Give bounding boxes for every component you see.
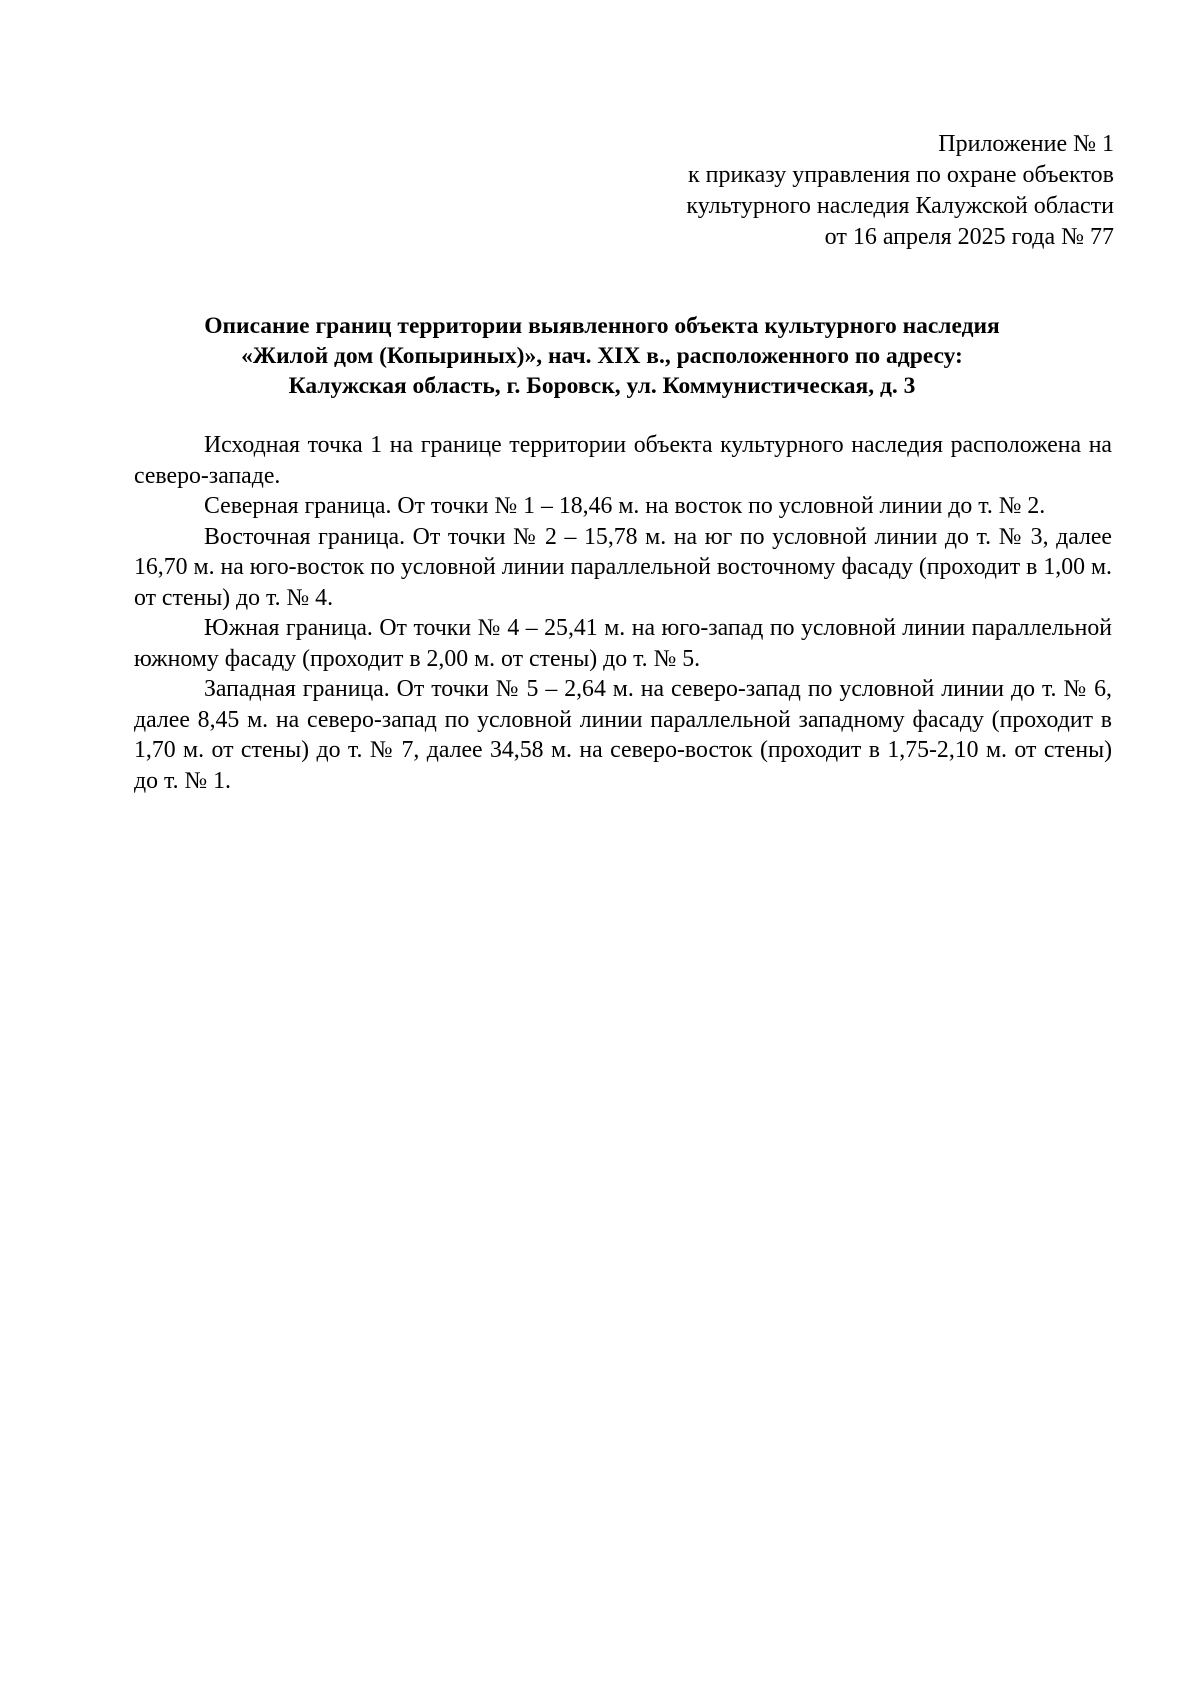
- title-line-1: Описание границ территории выявленного объекта культурного наследия: [204, 313, 1000, 339]
- title-line-2: «Жилой дом (Копыриных)», нач. XIX в., расположенного по адресу:: [241, 343, 963, 369]
- document-title: [122, 311, 1082, 401]
- document-body: [134, 430, 1112, 796]
- appendix-date-line: от 16 апреля 2025 года № 77: [824, 224, 1114, 250]
- paragraph-east-boundary: Восточная граница. От точки № 2 – 15,78 м. на юг по условной линии до т. № 3, далее 16,70 м. на юго-восток по условной линии параллельной восточному фасаду (проходит в 1,00 м. от стены) до т. № 4.: [134, 523, 1112, 611]
- title-line-3: Калужская область, г. Боровск, ул. Коммунистическая, д. 3: [288, 373, 916, 399]
- paragraph-start-point: Исходная точка 1 на границе территории объекта культурного наследия расположена на северо-западе.: [134, 432, 1112, 489]
- paragraph-west-boundary: Западная граница. От точки № 5 – 2,64 м. на северо-запад по условной линии до т. № 6, далее 8,45 м. на северо-запад по условной линии параллельной западному фасаду (проходит в 1,70 м. от стены) до т. № 7, далее 34,58 м. на северо-восток (проходит в 1,75-2,10 м. от стены) до т. № 1.: [134, 676, 1112, 794]
- appendix-header: [554, 129, 1114, 253]
- appendix-order-line: к приказу управления по охране объектов: [687, 162, 1114, 188]
- paragraph-south-boundary: Южная граница. От точки № 4 – 25,41 м. на юго-запад по условной линии параллельной южному фасаду (проходит в 2,00 м. от стены) до т. № 5.: [134, 615, 1112, 672]
- paragraph-north-boundary: Северная граница. От точки № 1 – 18,46 м. на восток по условной линии до т. № 2.: [204, 493, 1046, 519]
- appendix-number: Приложение № 1: [938, 131, 1114, 157]
- appendix-authority-line: культурного наследия Калужской области: [686, 193, 1114, 219]
